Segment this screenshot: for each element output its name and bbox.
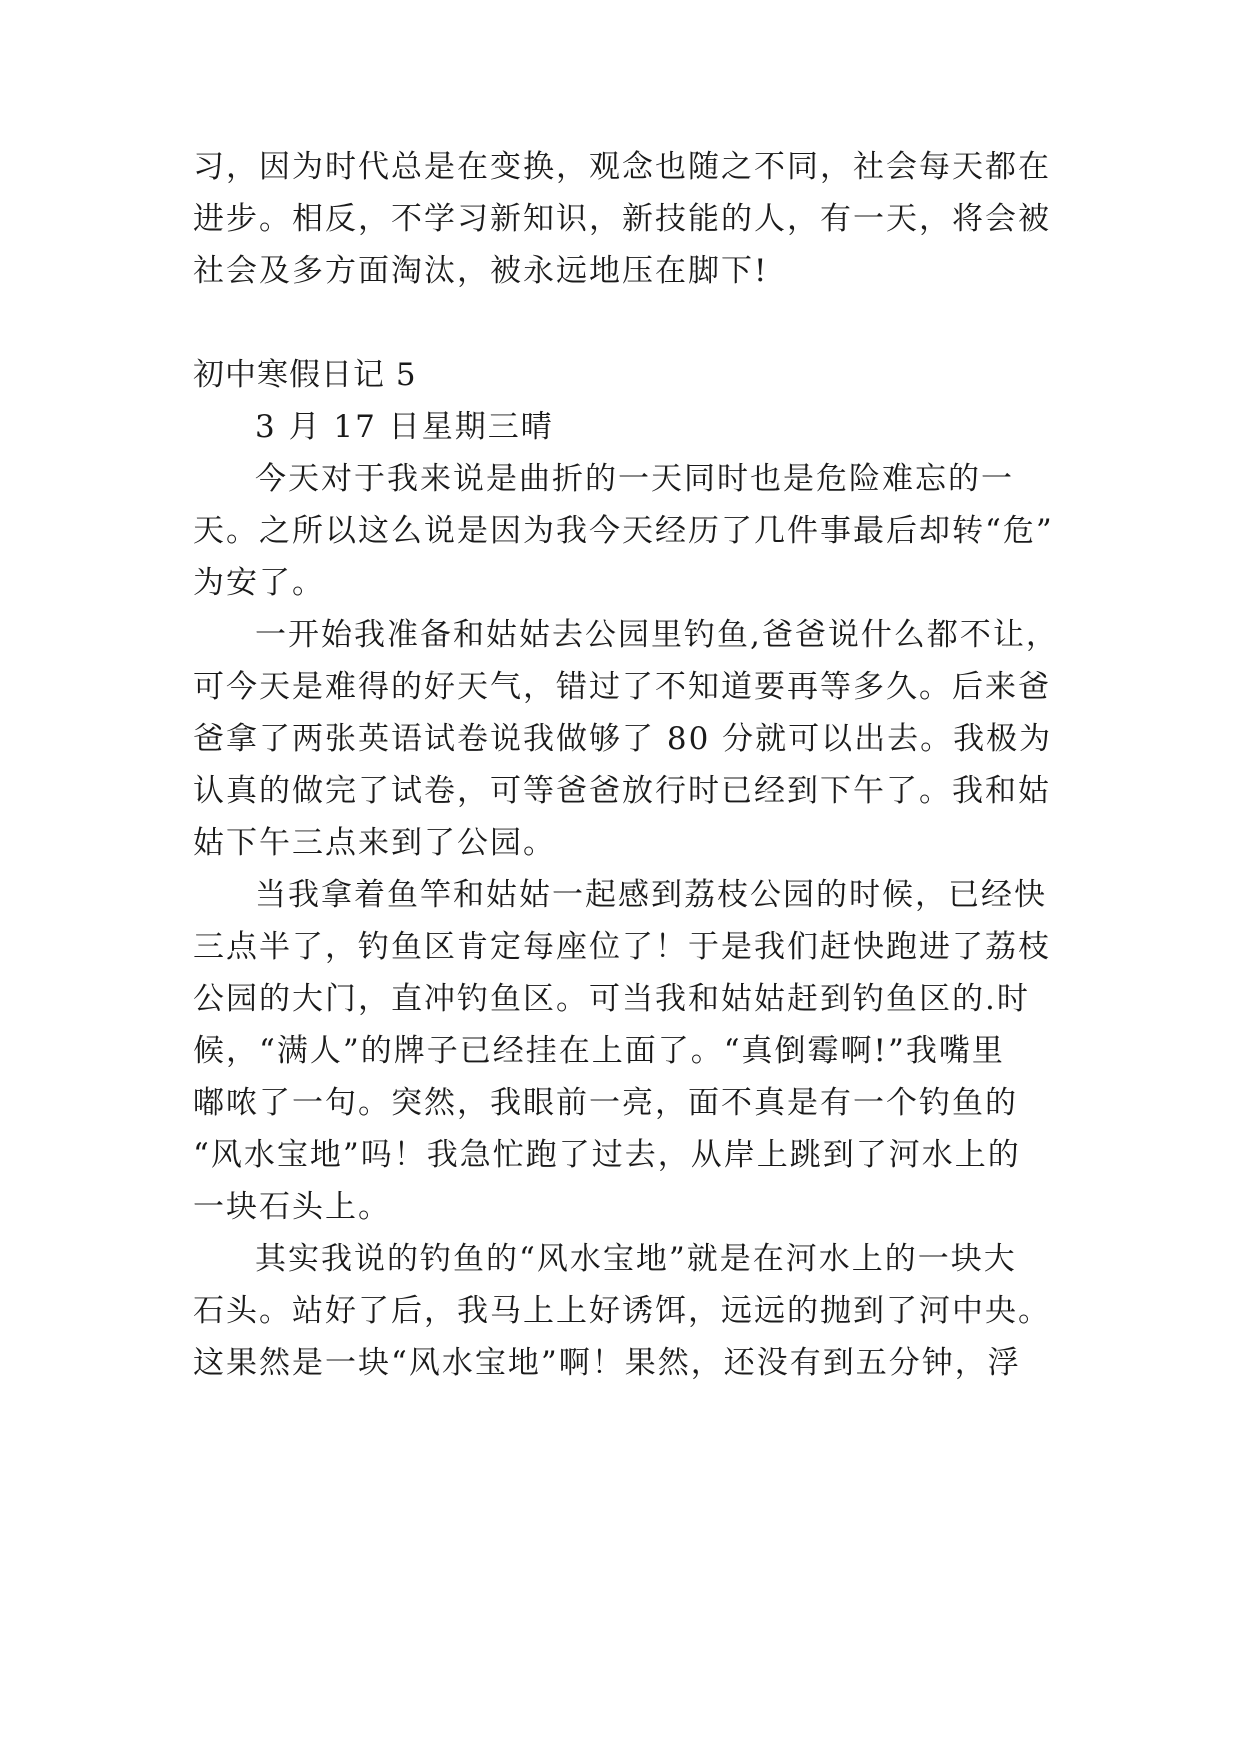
body-line: 三点半了，钓鱼区肯定每座位了！于是我们赶快跑进了荔枝 <box>193 929 1051 965</box>
diary-heading: 初中寒假日记 5 <box>193 357 417 393</box>
body-line: 习，因为时代总是在变换，观念也随之不同，社会每天都在 <box>193 149 1051 185</box>
body-line: 可今天是难得的好天气，错过了不知道要再等多久。后来爸 <box>193 669 1051 705</box>
body-line: 姑下午三点来到了公园。 <box>193 825 556 861</box>
body-line: 一开始我准备和姑姑去公园里钓鱼,爸爸说什么都不让， <box>255 617 1059 653</box>
body-line: 候，“满人”的牌子已经挂在上面了。“真倒霉啊!”我嘴里 <box>193 1033 1005 1069</box>
body-line: 石头。站好了后，我马上上好诱饵，远远的抛到了河中央。 <box>193 1293 1051 1329</box>
body-line: 社会及多方面淘汰，被永远地压在脚下! <box>193 253 769 289</box>
body-line: 爸拿了两张英语试卷说我做够了 80 分就可以出去。我极为 <box>193 721 1053 757</box>
body-line: 这果然是一块“风水宝地”啊！果然，还没有到五分钟，浮 <box>193 1345 1021 1381</box>
body-line: 公园的大门，直冲钓鱼区。可当我和姑姑赶到钓鱼区的.时 <box>193 981 1030 1017</box>
body-line: 其实我说的钓鱼的“风水宝地”就是在河水上的一块大 <box>255 1241 1017 1277</box>
body-line: 为安了。 <box>193 565 325 601</box>
body-line: 嘟哝了一句。突然，我眼前一亮，面不真是有一个钓鱼的 <box>193 1085 1018 1121</box>
body-line: “风水宝地”吗！我急忙跑了过去，从岸上跳到了河水上的 <box>193 1137 1021 1173</box>
body-line: 认真的做完了试卷，可等爸爸放行时已经到下午了。我和姑 <box>193 773 1051 809</box>
body-line: 一块石头上。 <box>193 1189 391 1225</box>
diary-date: 3 月 17 日星期三晴 <box>255 409 554 445</box>
body-line: 进步。相反，不学习新知识，新技能的人，有一天，将会被 <box>193 201 1051 237</box>
body-line: 天。之所以这么说是因为我今天经历了几件事最后却转“危” <box>193 513 1054 549</box>
body-line: 今天对于我来说是曲折的一天同时也是危险难忘的一 <box>255 461 1014 497</box>
body-line: 当我拿着鱼竿和姑姑一起感到荔枝公园的时候，已经快 <box>255 877 1047 913</box>
